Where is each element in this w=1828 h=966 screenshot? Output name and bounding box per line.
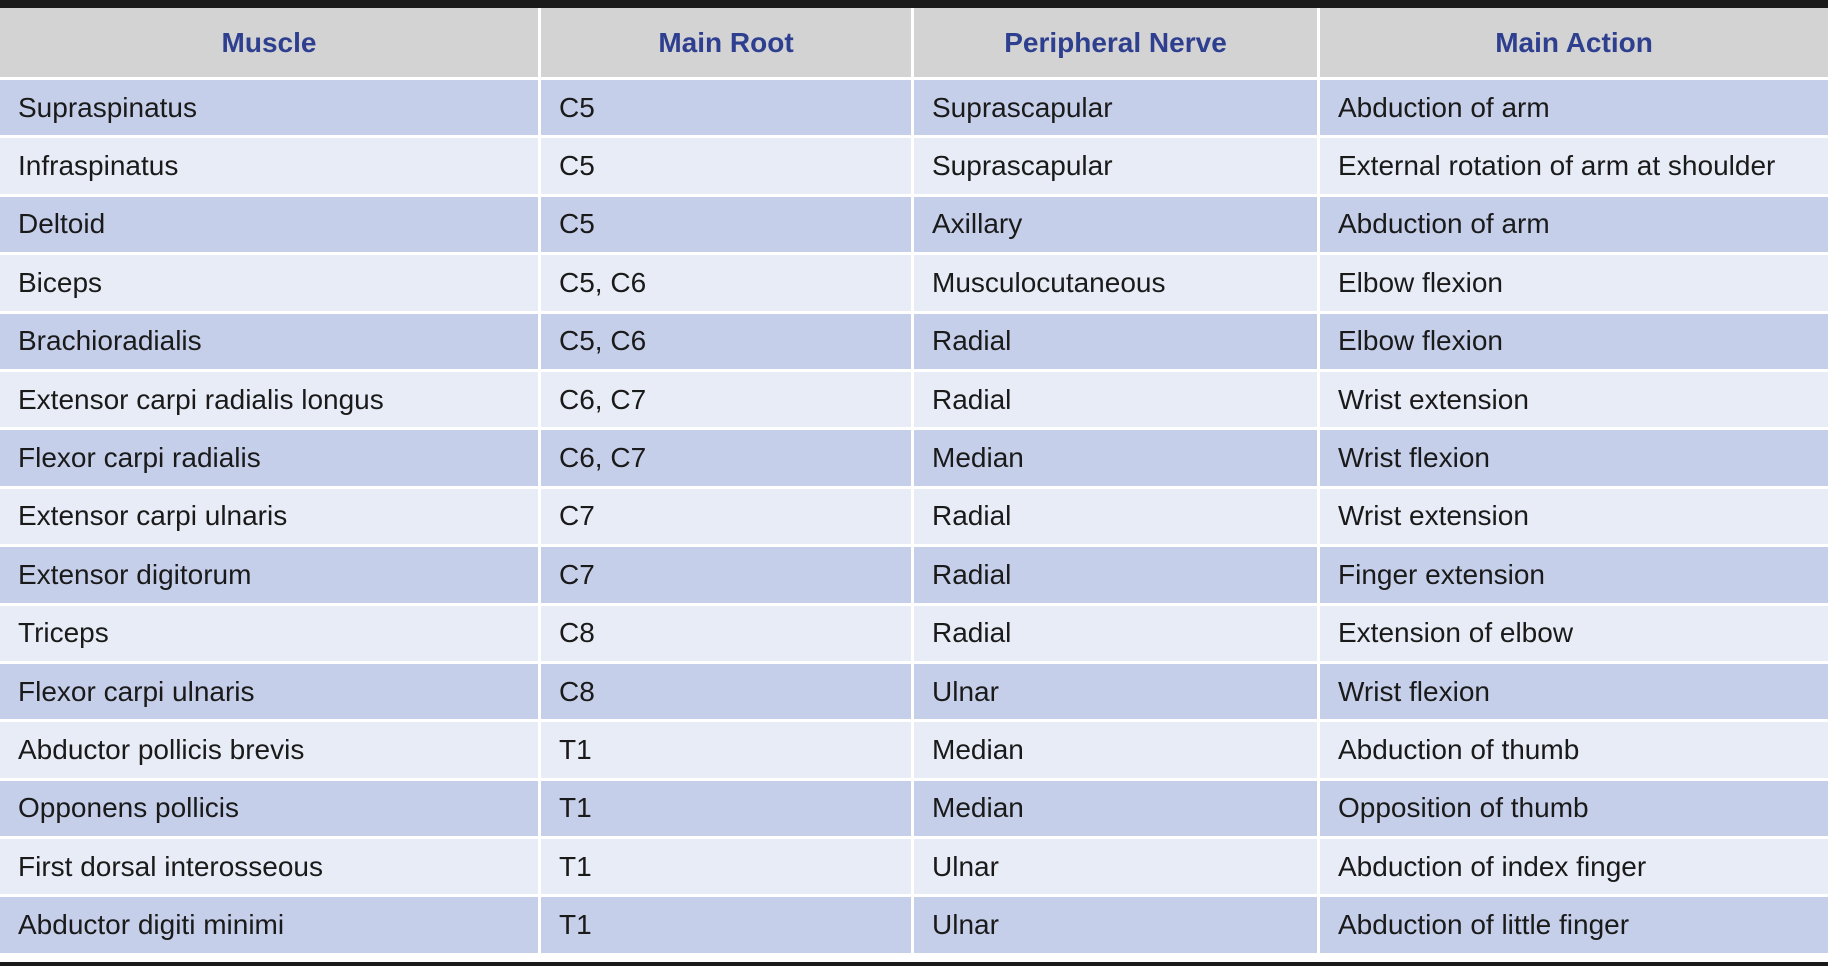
muscle-cell: Extensor carpi radialis longus xyxy=(0,372,541,430)
main-root-cell: C7 xyxy=(541,489,914,547)
peripheral-nerve-cell: Radial xyxy=(914,372,1320,430)
main-action-cell: Wrist flexion xyxy=(1320,430,1828,488)
main-root-cell: T1 xyxy=(541,897,914,955)
peripheral-nerve-cell: Median xyxy=(914,781,1320,839)
table-body xyxy=(0,80,1828,956)
muscle-cell: Abductor pollicis brevis xyxy=(0,722,541,780)
column-header-main-action: Main Action xyxy=(1320,8,1828,80)
peripheral-nerve-cell: Radial xyxy=(914,547,1320,605)
table-row xyxy=(0,197,1828,255)
main-action-cell: Abduction of index finger xyxy=(1320,839,1828,897)
muscle-cell: Abductor digiti minimi xyxy=(0,897,541,955)
peripheral-nerve-cell: Musculocutaneous xyxy=(914,255,1320,313)
table-row xyxy=(0,839,1828,897)
table-row xyxy=(0,372,1828,430)
main-root-cell: C7 xyxy=(541,547,914,605)
muscle-cell: Deltoid xyxy=(0,197,541,255)
main-action-cell: Abduction of little finger xyxy=(1320,897,1828,955)
peripheral-nerve-cell: Axillary xyxy=(914,197,1320,255)
column-header-peripheral-nerve: Peripheral Nerve xyxy=(914,8,1320,80)
table-row xyxy=(0,430,1828,488)
muscle-cell: Opponens pollicis xyxy=(0,781,541,839)
main-root-cell: T1 xyxy=(541,781,914,839)
main-action-cell: Elbow flexion xyxy=(1320,255,1828,313)
table-row xyxy=(0,138,1828,196)
muscle-cell: Brachioradialis xyxy=(0,314,541,372)
table-row xyxy=(0,314,1828,372)
peripheral-nerve-cell: Ulnar xyxy=(914,664,1320,722)
peripheral-nerve-cell: Median xyxy=(914,430,1320,488)
table-row xyxy=(0,897,1828,955)
main-action-cell: Abduction of thumb xyxy=(1320,722,1828,780)
table-row xyxy=(0,664,1828,722)
table-row xyxy=(0,80,1828,138)
main-root-cell: C6, C7 xyxy=(541,372,914,430)
table xyxy=(0,8,1828,956)
table-header xyxy=(0,8,1828,80)
muscle-cell: Extensor carpi ulnaris xyxy=(0,489,541,547)
main-root-cell: C5, C6 xyxy=(541,255,914,313)
muscle-cell: Biceps xyxy=(0,255,541,313)
main-root-cell: C5 xyxy=(541,138,914,196)
main-action-cell: External rotation of arm at shoulder xyxy=(1320,138,1828,196)
peripheral-nerve-cell: Ulnar xyxy=(914,897,1320,955)
main-root-cell: T1 xyxy=(541,722,914,780)
muscle-cell: Extensor digitorum xyxy=(0,547,541,605)
muscle-cell: First dorsal interosseous xyxy=(0,839,541,897)
table-row xyxy=(0,489,1828,547)
main-action-cell: Extension of elbow xyxy=(1320,606,1828,664)
peripheral-nerve-cell: Radial xyxy=(914,489,1320,547)
main-action-cell: Elbow flexion xyxy=(1320,314,1828,372)
main-action-cell: Abduction of arm xyxy=(1320,197,1828,255)
muscle-cell: Flexor carpi radialis xyxy=(0,430,541,488)
table-row xyxy=(0,547,1828,605)
peripheral-nerve-cell: Radial xyxy=(914,606,1320,664)
table-row xyxy=(0,781,1828,839)
main-root-cell: C6, C7 xyxy=(541,430,914,488)
column-header-main-root: Main Root xyxy=(541,8,914,80)
main-root-cell: C5, C6 xyxy=(541,314,914,372)
column-header-muscle: Muscle xyxy=(0,8,541,80)
peripheral-nerve-cell: Median xyxy=(914,722,1320,780)
muscle-cell: Infraspinatus xyxy=(0,138,541,196)
main-root-cell: C8 xyxy=(541,664,914,722)
peripheral-nerve-cell: Suprascapular xyxy=(914,80,1320,138)
main-action-cell: Opposition of thumb xyxy=(1320,781,1828,839)
peripheral-nerve-cell: Radial xyxy=(914,314,1320,372)
header-row xyxy=(0,8,1828,80)
main-action-cell: Abduction of arm xyxy=(1320,80,1828,138)
muscle-cell: Triceps xyxy=(0,606,541,664)
main-action-cell: Wrist extension xyxy=(1320,489,1828,547)
peripheral-nerve-cell: Ulnar xyxy=(914,839,1320,897)
main-action-cell: Wrist extension xyxy=(1320,372,1828,430)
muscle-cell: Supraspinatus xyxy=(0,80,541,138)
main-root-cell: C5 xyxy=(541,80,914,138)
main-root-cell: C5 xyxy=(541,197,914,255)
table-row xyxy=(0,255,1828,313)
peripheral-nerve-cell: Suprascapular xyxy=(914,138,1320,196)
table-row xyxy=(0,606,1828,664)
main-action-cell: Wrist flexion xyxy=(1320,664,1828,722)
muscle-cell: Flexor carpi ulnaris xyxy=(0,664,541,722)
main-root-cell: C8 xyxy=(541,606,914,664)
table-row xyxy=(0,722,1828,780)
main-root-cell: T1 xyxy=(541,839,914,897)
main-action-cell: Finger extension xyxy=(1320,547,1828,605)
